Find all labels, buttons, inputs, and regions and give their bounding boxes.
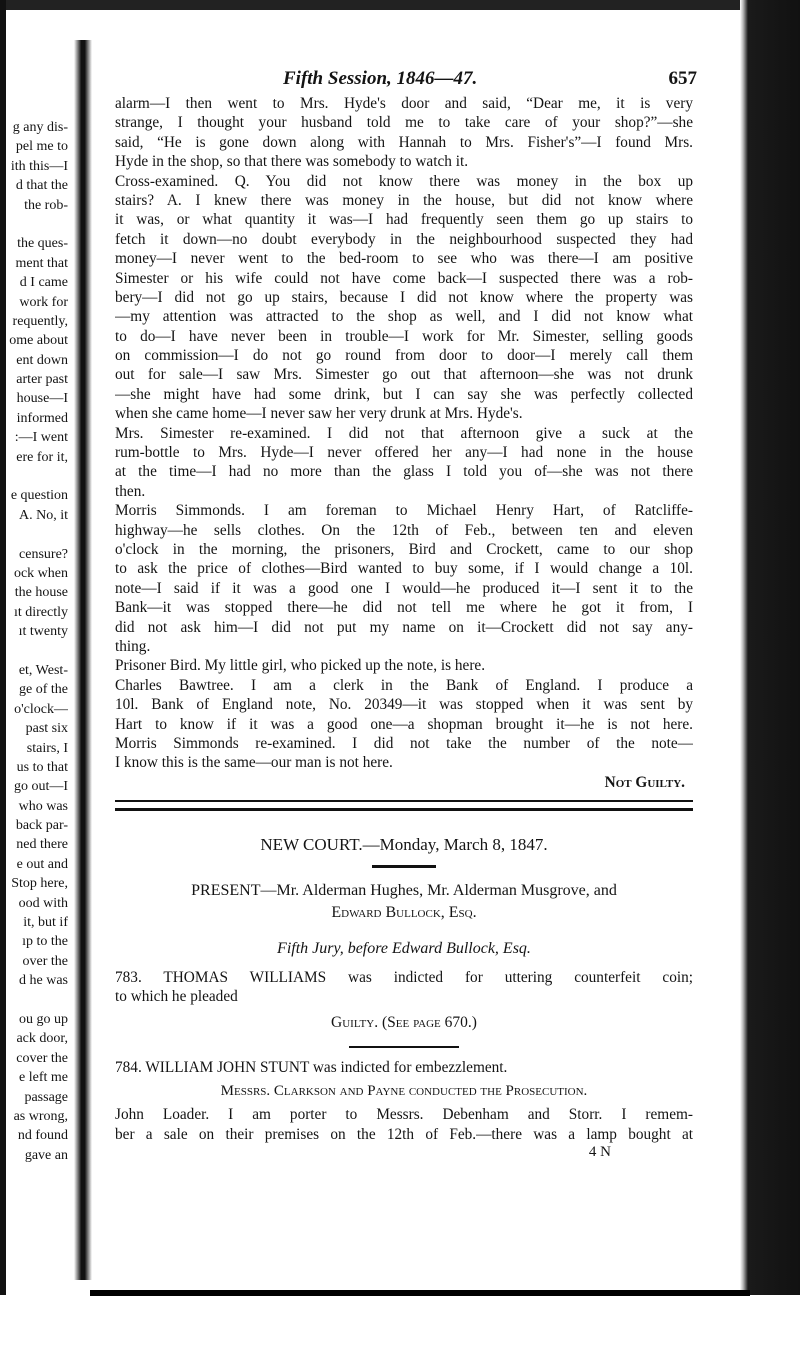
text-line: Charles Bawtree. I am a clerk in the Bank of England. I produce a [115, 676, 693, 694]
text-line: Bank—it was stopped there—he did not tell me where he got it from, I [115, 599, 693, 617]
facing-page-fragments [0, 118, 68, 1165]
facing-page-fragment: ock when [13, 565, 68, 581]
facing-page-fragment: Stop here, [11, 876, 68, 892]
facing-page-fragment: ood with [18, 895, 68, 911]
facing-page-fragment [0, 642, 68, 661]
case-784-line-3: ber a sale on their premises on the 12th of Feb.—there was a lamp bought at [115, 1125, 693, 1143]
text-line: at the time—I had no more than the glass I told you of—she was not there [115, 463, 693, 481]
text-line: stairs? A. I knew there was money in the house, but did not know where [115, 191, 693, 209]
facing-page-fragment: e out and [16, 856, 68, 872]
facing-page-fragment: go out—I [13, 779, 68, 795]
text-line: did not ask him—I did not put my name on it—Crockett did not say any- [115, 618, 693, 636]
text-line: Prisoner Bird. My little girl, who picked up the note, is here. [115, 657, 486, 675]
text-line: —my attention was attracted to the shop as well, and I did not know what [115, 308, 693, 326]
facing-page-fragment [0, 215, 68, 234]
facing-page-fragment [0, 525, 68, 544]
facing-page-fragment: pel me to [15, 139, 68, 155]
section-divider [115, 800, 693, 811]
facing-page-fragment: ned there [16, 837, 68, 853]
facing-page-fragment: d that the [15, 178, 68, 194]
text-line: on commission—I do not go round from door to door—I merely call them [115, 347, 693, 365]
facing-page-fragment: work for [19, 294, 68, 310]
case-784-line-1: 784. WILLIAM JOHN STUNT was indicted for embezzlement. [115, 1059, 508, 1077]
text-line: it was, or what quantity it was—I had frequently seen them go up stairs to [115, 211, 693, 229]
facing-page-fragment: the house [14, 585, 68, 601]
facing-page-fragment: informed [16, 410, 68, 426]
facing-page-fragment: us to that [16, 759, 68, 775]
facing-page-fragment: ack door, [16, 1031, 68, 1047]
scan-top-edge [0, 0, 800, 10]
facing-page-fragment: over the [22, 953, 68, 969]
case-784-line-2: John Loader. I am porter to Messrs. Debenham and Storr. I remem- [115, 1106, 693, 1124]
scan-right-edge [740, 0, 800, 1363]
facing-page-fragment: arter past [16, 372, 68, 388]
text-line: to ask the price of clothes—Bird wanted to buy some, if I would change a 10l. [115, 560, 693, 578]
running-head [115, 58, 697, 94]
text-line: strange, I thought your husband told me to take care of your shop?”—she [115, 114, 693, 132]
text-line: Simester or his wife could not have come back—I suspected there was a rob- [115, 269, 693, 287]
facing-page-fragment: passage [24, 1089, 68, 1105]
facing-page-fragment: ıp to the [22, 934, 68, 950]
jury-line: Fifth Jury, before Edward Bullock, Esq. [277, 940, 531, 958]
scan-bottom-edge [0, 1295, 800, 1363]
text-line: Hart to know if it was a good one—a shopman brought it—he is not here. [115, 715, 693, 733]
text-line: rum-bottle to Mrs. Hyde—I never offered her any—I had none in the house [115, 444, 693, 462]
facing-page-fragment: back par- [15, 818, 68, 834]
page-number: 657 [668, 68, 697, 89]
facing-page-fragment: e question [10, 488, 68, 504]
facing-page-fragment: A. No, it [19, 507, 68, 523]
text-line: said, “He is gone down along with Hannah to Mrs. Fisher's”—I found Mrs. [115, 133, 693, 151]
facing-page-fragment: :—I went [14, 430, 68, 446]
text-line: Hyde in the shop, so that there was somebody to watch it. [115, 153, 469, 171]
facing-page-fragment: d he was [19, 973, 68, 989]
text-line: —she might have had some drink, but I can say she was perfectly collected [115, 385, 693, 403]
facing-page-fragment: ment that [15, 255, 68, 271]
text-line: when she came home—I never saw her very drunk at Mrs. Hyde's. [115, 405, 523, 423]
running-title: Fifth Session, 1846—47. [283, 68, 478, 89]
text-line: highway—he sells clothes. On the 12th of Feb., between ten and eleven [115, 521, 693, 539]
book-gutter [74, 40, 92, 1280]
text-line: Mrs. Simester re-examined. I did not that afternoon give a suck at the [115, 424, 693, 442]
text-line: money—I never went to the bed-room to see who was there—I am positive [115, 250, 693, 268]
facing-page-fragment [0, 467, 68, 486]
text-line: then. [115, 482, 146, 500]
present-line-2: Edward Bullock, Esq. [331, 904, 477, 922]
facing-page-fragment: it, but if [23, 915, 68, 931]
facing-page-fragment: the ques- [17, 236, 68, 252]
facing-page-fragment: e left me [19, 1070, 68, 1086]
facing-page-fragment: house—I [16, 391, 68, 407]
text-line: 10l. Bank of England note, No. 20349—it was stopped when it was sent by [115, 696, 693, 714]
facing-page-fragment: ıt twenty [18, 624, 68, 640]
court-heading: NEW COURT.—Monday, March 8, 1847. [260, 835, 548, 855]
text-line: fetch it down—no doubt everybody in the neighbourhood suspected they had [115, 230, 693, 248]
facing-page-fragment: the rob- [24, 197, 68, 213]
facing-page-fragment: gave an [24, 1147, 68, 1163]
facing-page-fragment: nd found [17, 1128, 68, 1144]
text-line: alarm—I then went to Mrs. Hyde's door and said, “Dear me, it is very [115, 95, 693, 112]
verdict: Not Guilty. [604, 773, 685, 791]
facing-page-fragment: d I came [19, 275, 68, 291]
case-783-line-2: to which he pleaded [115, 988, 238, 1006]
case-784-conducted: Messrs. Clarkson and Payne conducted the Prosecution. [220, 1082, 588, 1099]
text-line: I know this is the same—our man is not here. [115, 754, 393, 772]
text-line: out for sale—I saw Mrs. Simester go out that afternoon—she was not drunk [115, 366, 693, 384]
text-line: Cross-examined. Q. You did not know there was money in the box up [115, 172, 693, 190]
heading-rule [372, 865, 436, 868]
facing-page-fragment: ere for it, [16, 449, 68, 465]
facing-page-fragment: ge of the [19, 682, 68, 698]
book-page [115, 58, 697, 1163]
case-783-line-1: 783. THOMAS WILLIAMS was indicted for uttering counterfeit coin; [115, 969, 693, 987]
text-line: thing. [115, 637, 151, 655]
facing-page-fragment: et, West- [18, 662, 68, 678]
facing-page-fragment [0, 991, 68, 1010]
facing-page-fragment: ith this—I [10, 158, 68, 174]
facing-page-fragment: cover the [16, 1050, 68, 1066]
scan-bottom-line [90, 1290, 750, 1296]
facing-page-fragment: stairs, I [26, 740, 68, 756]
text-line: note—I said if it was a good one I would—he produced it—I sent it to the [115, 579, 693, 597]
case-783-plea: Guilty. (See page 670.) [331, 1013, 477, 1031]
facing-page-fragment: g any dis- [12, 120, 68, 135]
facing-page-fragment: ou go up [19, 1011, 68, 1027]
present-line-1: PRESENT—Mr. Alderman Hughes, Mr. Alderman Musgrove, and [191, 882, 617, 900]
facing-page-fragment: requently, [12, 313, 68, 329]
text-line: o'clock in the morning, the prisoners, Bird and Crockett, came to our shop [115, 540, 693, 558]
facing-page-fragment: o'clock— [14, 701, 68, 717]
facing-page-fragment: who was [18, 798, 68, 814]
facing-page-fragment: as wrong, [13, 1108, 68, 1124]
facing-page-fragment: ıt directly [13, 604, 68, 620]
facing-page-fragment: censure? [19, 546, 68, 562]
facing-page-fragment: ent down [16, 352, 68, 368]
facing-page-fragment: ome about [9, 333, 68, 349]
text-line: Morris Simmonds. I am foreman to Michael Henry Hart, of Ratcliffe- [115, 502, 693, 520]
text-line: to do—I have never been in trouble—I work for Mr. Simester, selling goods [115, 327, 693, 345]
facing-page-fragment: past six [25, 721, 68, 737]
testimony-text [115, 94, 693, 773]
text-line: Morris Simmonds re-examined. I did not take the number of the note— [115, 734, 693, 752]
signature-mark: 4 N [588, 1143, 611, 1160]
text-line: bery—I did not go up stairs, because I did not know where the property was [115, 288, 693, 306]
case-divider [349, 1046, 459, 1048]
